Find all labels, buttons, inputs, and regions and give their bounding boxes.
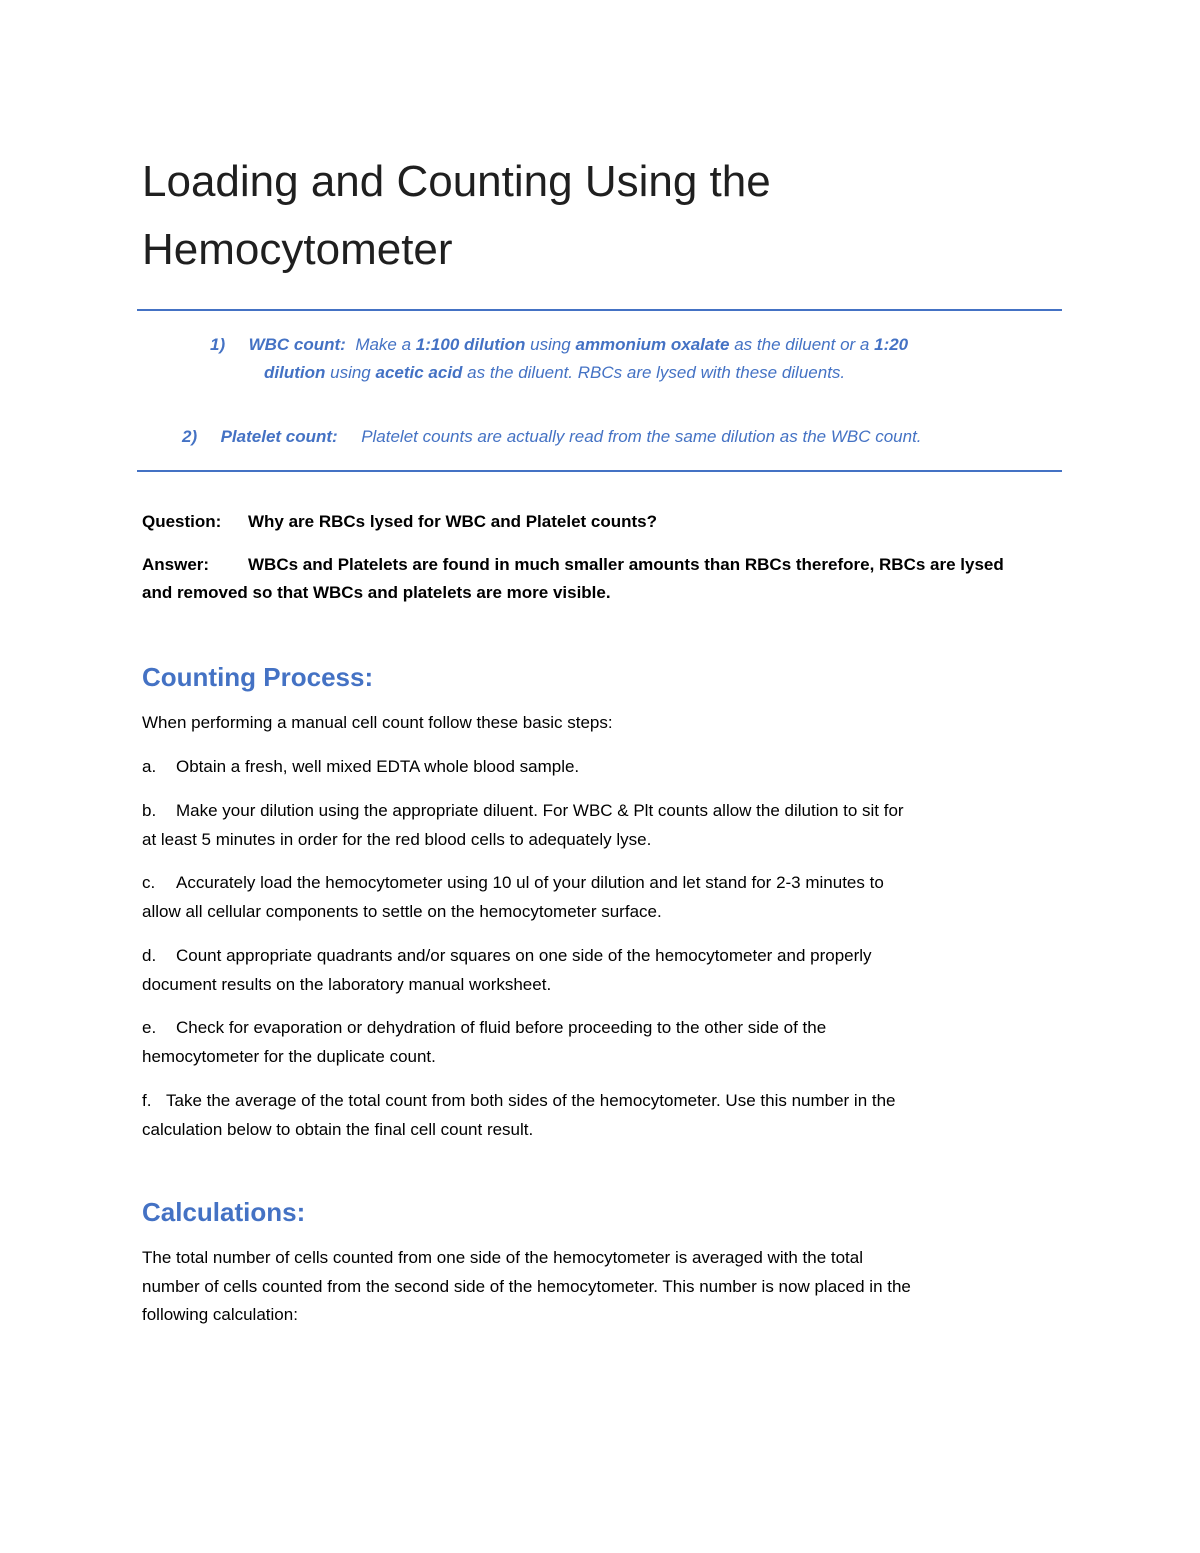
step-a: a. Obtain a fresh, well mixed EDTA whole blood sample.: [142, 757, 580, 776]
counting-process-heading: Counting Process:: [142, 662, 374, 692]
counting-intro: When performing a manual cell count follow these basic steps:: [142, 713, 613, 732]
callout-bottom-rule: [137, 470, 1062, 472]
step-d: d. Count appropriate quadrants and/or squares on one side of the hemocytometer and properly document results on the laboratory manual worksheet.: [142, 946, 872, 994]
platelet-count-label: Platelet count:: [220, 427, 338, 446]
step-e: e. Check for evaporation or dehydration of fluid before proceeding to the other side of the hemocytometer for the duplicate count.: [142, 1018, 827, 1066]
document-title: [142, 148, 1042, 284]
answer-label: Answer:: [142, 555, 210, 574]
answer-line-2: and removed so that WBCs and platelets are more visible.: [142, 583, 611, 602]
step-b: b. Make your dilution using the appropriate diluent. For WBC & Plt counts allow the dilution to sit for at least 5 minutes in order for the red blood cells to adequately lyse.: [142, 801, 904, 849]
title-line-2: Hemocytometer: [142, 225, 453, 274]
calculations-text: The total number of cells counted from one side of the hemocytometer is averaged with the total number of cells counted from the second side of the hemocytometer. This number is now placed in the following calculation:: [142, 1248, 911, 1324]
callout-number-2: 2): [182, 427, 198, 446]
step-f: f. Take the average of the total count from both sides of the hemocytometer. Use this number in the calculation below to obtain the final cell count result.: [142, 1091, 896, 1139]
calculations-heading: Calculations:: [142, 1197, 306, 1227]
step-c: c. Accurately load the hemocytometer using 10 ul of your dilution and let stand for 2-3 minutes to allow all cellular components to settle on the hemocytometer surface.: [142, 873, 884, 921]
wbc-count-label: WBC count:: [248, 335, 346, 354]
answer-line-1: WBCs and Platelets are found in much smaller amounts than RBCs therefore, RBCs are lysed: [248, 555, 1004, 574]
question-text: Why are RBCs lysed for WBC and Platelet counts?: [248, 512, 658, 531]
callout-number-1: 1): [210, 335, 226, 354]
question-block: [142, 508, 1062, 536]
platelet-count-text: Platelet counts are actually read from the same dilution as the WBC count.: [361, 427, 922, 446]
callout-item-platelet: [182, 423, 1052, 451]
title-line-1: Loading and Counting Using the: [142, 157, 771, 206]
callout-item-wbc: 1) WBC count: Make a 1:100 dilution using ammonium oxalate as the diluent or a 1:20 dilution using acetic acid as the diluent. RBCs are lysed with these diluents.: [210, 335, 909, 382]
question-label: Question:: [142, 512, 222, 531]
answer-block: [142, 551, 1062, 607]
callout-top-rule: [137, 309, 1062, 311]
